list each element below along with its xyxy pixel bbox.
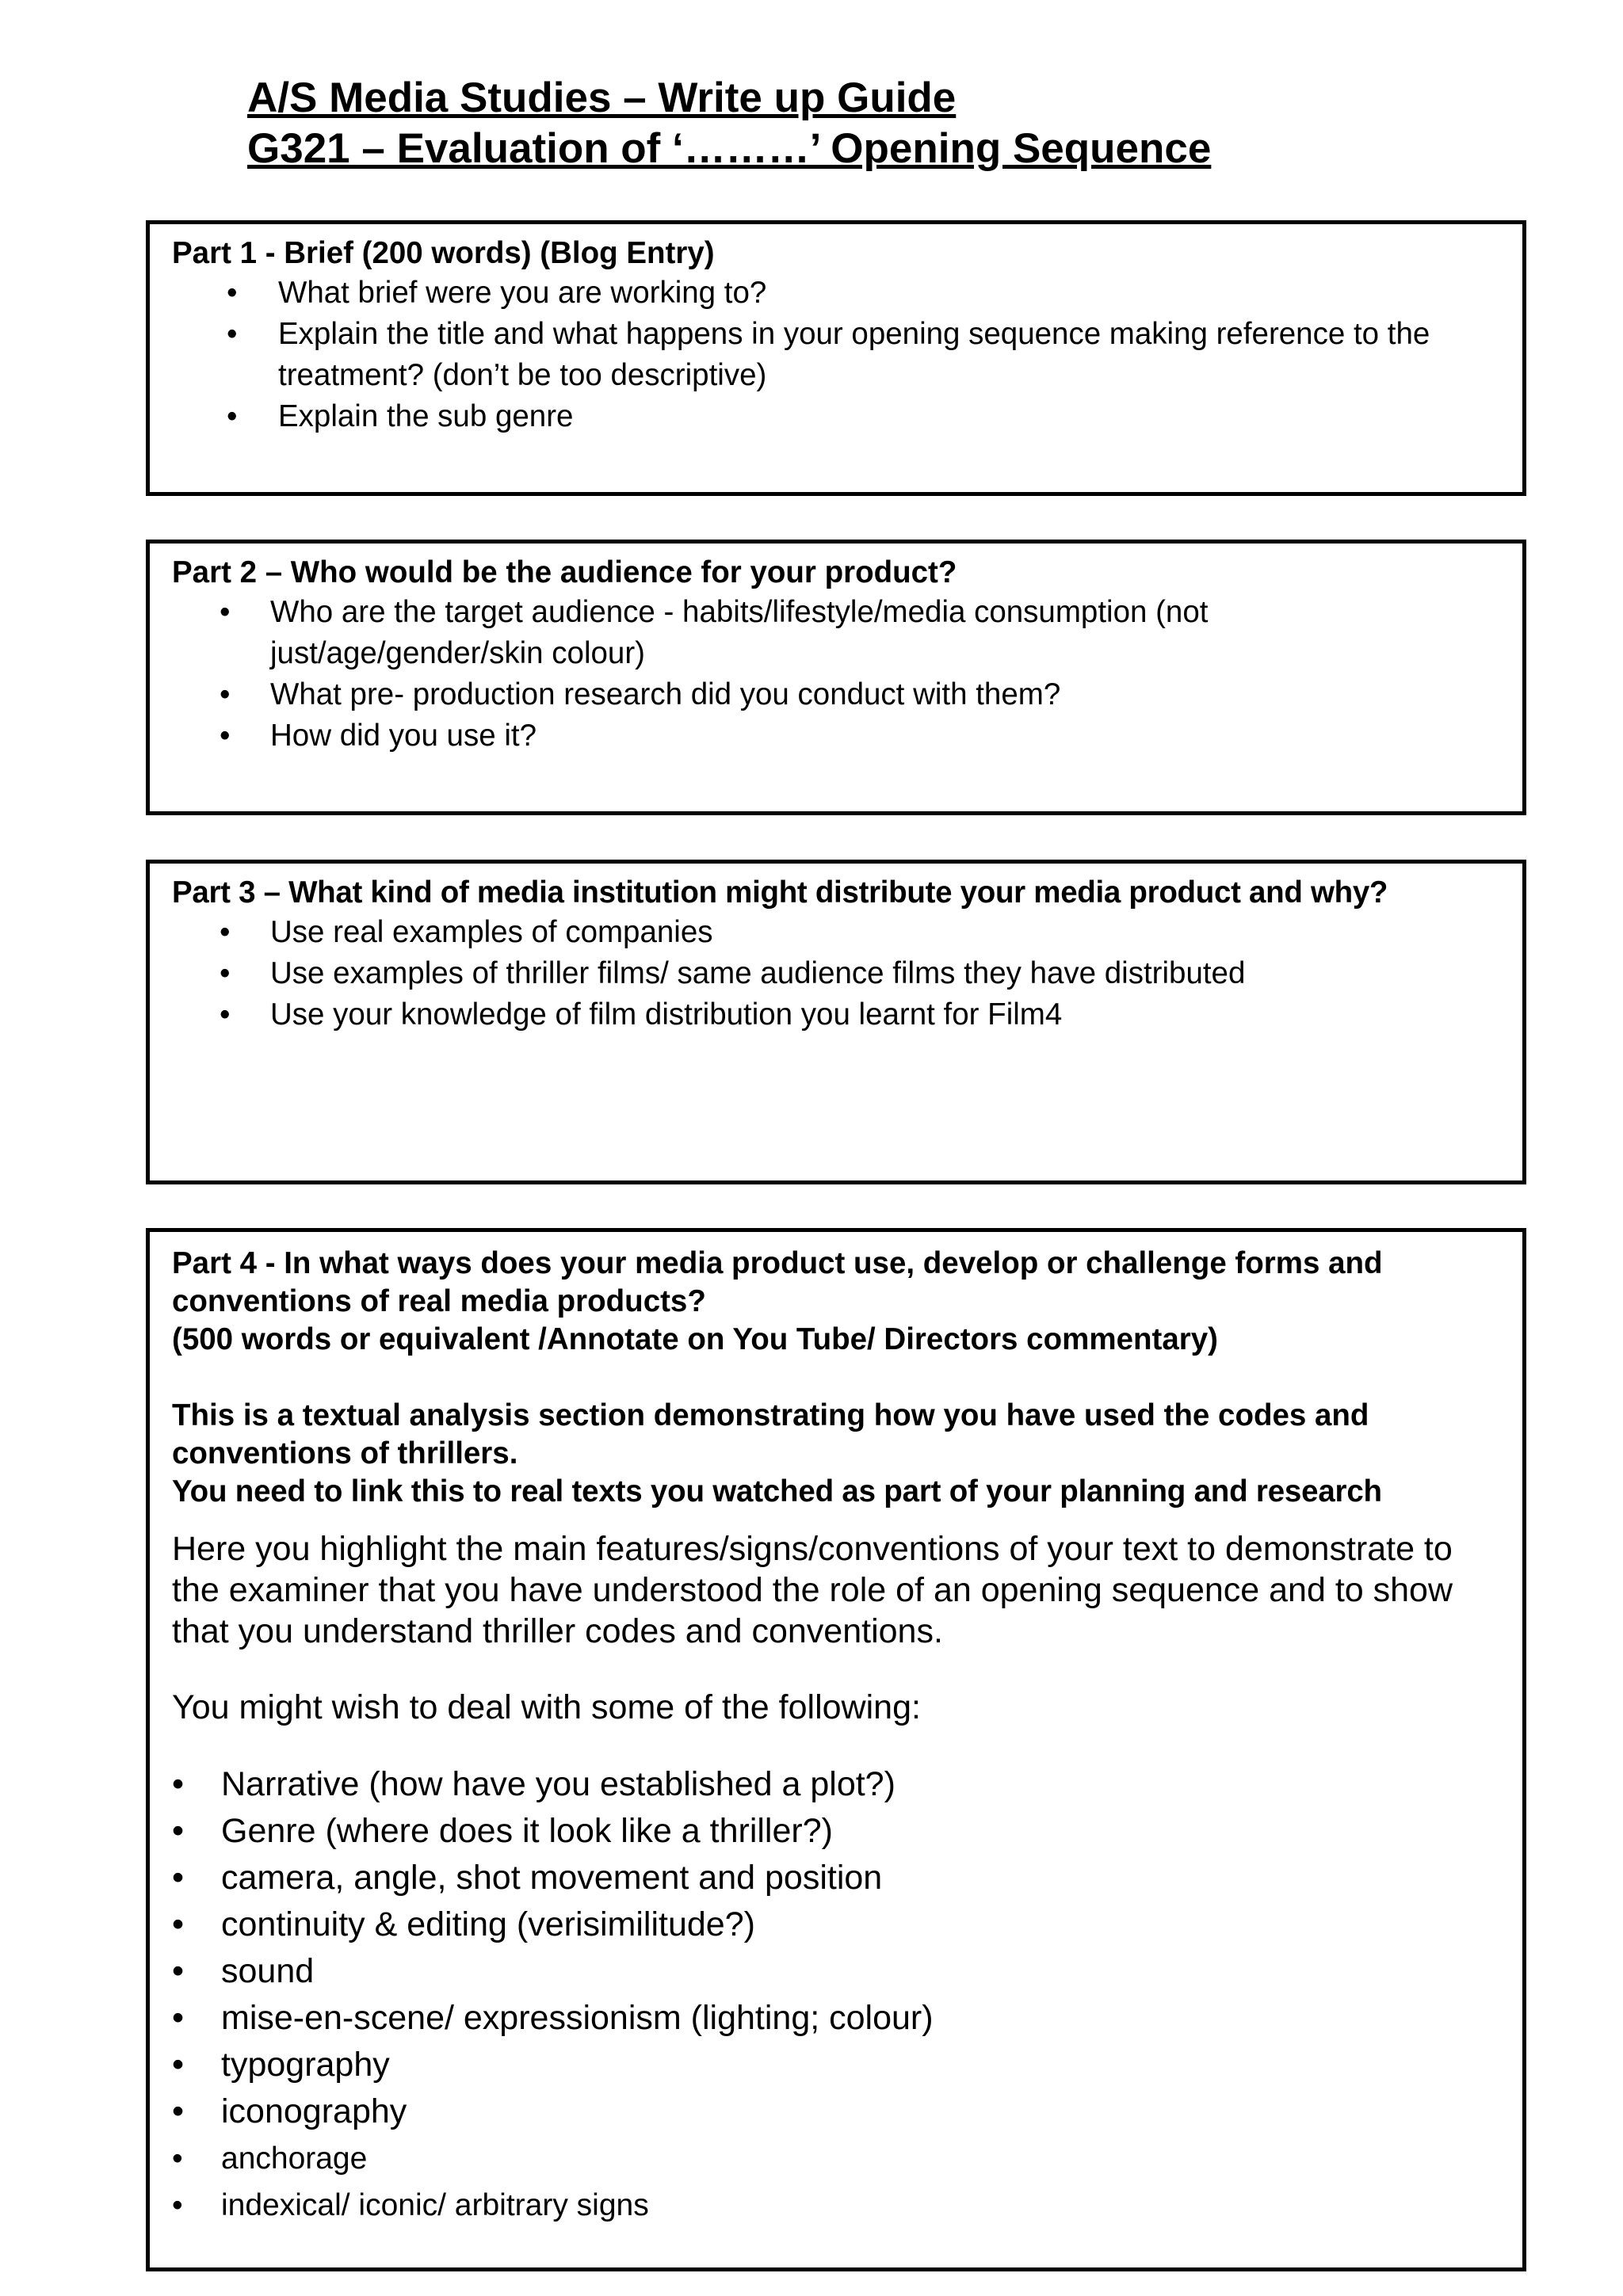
part-4-heading: Part 4 - In what ways does your media product use, develop or challenge forms and conventions of real media products? [172,1246,1383,1318]
part-1-heading: Part 1 - Brief (200 words) (Blog Entry) [172,236,715,270]
list-item: • anchorage [172,2135,1499,2182]
bullet-icon: • [220,997,231,1032]
title-line-2: G321 – Evaluation of ‘………’ Opening Sequence [247,125,1212,172]
part-4-box [146,1228,1526,2271]
list-item: • How did you use it? [172,715,1522,757]
bullet-icon: • [172,1999,185,2037]
list-item: • iconography [172,2088,1499,2135]
bullet-icon: • [220,956,231,990]
bullet-icon: • [172,1905,185,1943]
bullet-icon: • [220,595,231,629]
bullet-icon: • [172,1859,185,1897]
list-item: • indexical/ iconic/ arbitrary signs [172,2182,1499,2229]
list-item: • mise-en-scene/ expressionism (lighting; colour) [172,1995,1499,2042]
bullet-icon: • [172,2046,185,2084]
part-4-paragraph: Here you highlight the main features/signs/conventions of your text to demonstrate to the examiner that you have understood the role of an opening sequence and to show that you understand thriller codes and conventions. [172,1530,1453,1650]
part-4-note-2: You need to link this to real texts you watched as part of your planning and research [172,1474,1382,1508]
list-item: • Use your knowledge of film distribution you learnt for Film4 [172,994,1522,1035]
document-title [247,73,1211,174]
part-1-box [146,220,1526,496]
part-3-box [146,860,1526,1184]
list-item: • Narrative (how have you established a plot?) [172,1761,1499,1808]
list-item: • sound [172,1948,1499,1995]
part-2-box [146,540,1526,815]
bullet-icon: • [220,677,231,711]
part-1-list [227,273,1522,437]
bullet-icon: • [172,2188,183,2222]
bullet-icon: • [227,276,238,310]
part-3-heading: Part 3 – What kind of media institution might distribute your media product and why? [172,875,1388,910]
part-2-heading: Part 2 – Who would be the audience for your product? [172,555,957,589]
list-item: • Explain the sub genre [172,396,1522,437]
bullet-icon: • [172,2142,183,2176]
list-item: • Who are the target audience - habits/lifestyle/media consumption (not just/age/gender/skin colour) [172,592,1522,674]
list-item: • continuity & editing (verisimilitude?) [172,1901,1499,1948]
part-2-list [172,592,1522,757]
list-item: • camera, angle, shot movement and position [172,1855,1499,1901]
bullet-icon: • [172,1812,185,1850]
part-4-subheading: (500 words or equivalent /Annotate on You Tube/ Directors commentary) [172,1322,1218,1356]
title-line-1: A/S Media Studies – Write up Guide [247,74,957,121]
list-item: • What brief were you are working to? [172,273,1522,314]
list-item: • Explain the title and what happens in your opening sequence making reference to the treatment? (don’t be too descriptive) [172,314,1522,396]
list-item: • typography [172,2042,1499,2088]
bullet-icon: • [227,317,238,351]
list-item: • Use examples of thriller films/ same audience films they have distributed [172,953,1522,994]
bullet-icon: • [220,719,231,753]
part-4-note-1: This is a textual analysis section demonstrating how you have used the codes and conventions of thrillers. [172,1398,1369,1470]
part-3-list [172,912,1522,1035]
bullet-icon: • [172,1952,185,1990]
part-4-intro: You might wish to deal with some of the following: [172,1688,921,1726]
list-item: • What pre- production research did you conduct with them? [172,674,1522,715]
bullet-icon: • [227,399,238,433]
bullet-icon: • [172,1765,185,1803]
part-4-list [172,1761,1499,2229]
bullet-icon: • [220,915,231,949]
bullet-icon: • [172,2092,185,2130]
list-item: • Use real examples of companies [172,912,1522,953]
list-item: • Genre (where does it look like a thriller?) [172,1808,1499,1855]
